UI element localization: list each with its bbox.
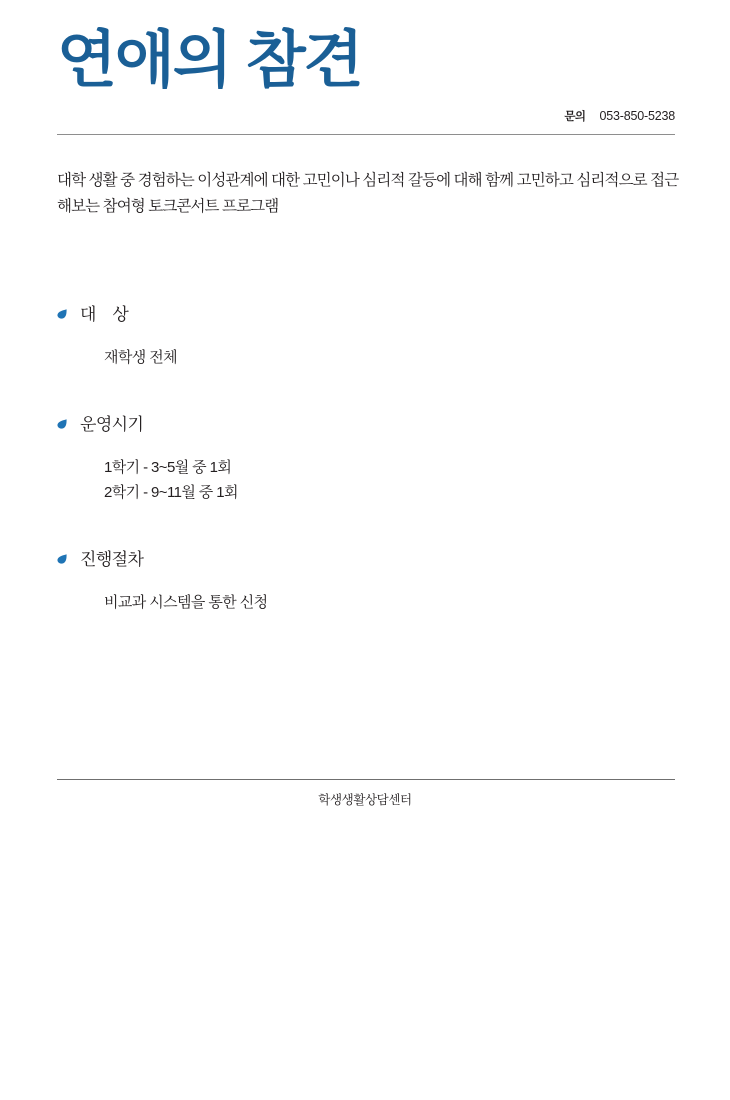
contact-info (564, 108, 675, 124)
section-title: 운영시기 (80, 415, 144, 434)
section-schedule (57, 410, 675, 505)
program-description: 대학 생활 중 경험하는 이성관계에 대한 고민이나 심리적 갈등에 대해 함께 고민하고 심리적으로 접근해보는 참여형 토크콘서트 프로그램 (57, 172, 679, 215)
section-line: 비교과 시스템을 통한 신청 (104, 594, 268, 611)
section-line: 1학기 - 3~5월 중 1회 (104, 459, 232, 476)
header-divider (57, 134, 675, 135)
section-heading (57, 545, 675, 570)
contact-label: 문의 (564, 111, 586, 123)
teardrop-bullet-icon (57, 554, 67, 564)
section-body (104, 455, 675, 505)
section-heading (57, 300, 675, 325)
section-body (104, 345, 675, 370)
section-title: 진행절차 (80, 550, 144, 569)
section-list (57, 300, 675, 655)
footer-divider (57, 779, 675, 780)
section-heading (57, 410, 675, 435)
teardrop-bullet-icon (57, 419, 67, 429)
section-procedure (57, 545, 675, 615)
contact-phone-number: 053-850-5238 (599, 109, 675, 123)
section-body (104, 590, 675, 615)
document-header (57, 26, 675, 130)
section-title: 대 상 (80, 305, 129, 324)
teardrop-bullet-icon (57, 309, 67, 319)
footer-organization: 학생생활상담센터 (318, 793, 412, 807)
section-target (57, 300, 675, 370)
page-title: 연애의 참견 (57, 26, 362, 95)
section-line: 2학기 - 9~11월 중 1회 (104, 484, 238, 501)
section-line: 재학생 전체 (104, 349, 178, 366)
